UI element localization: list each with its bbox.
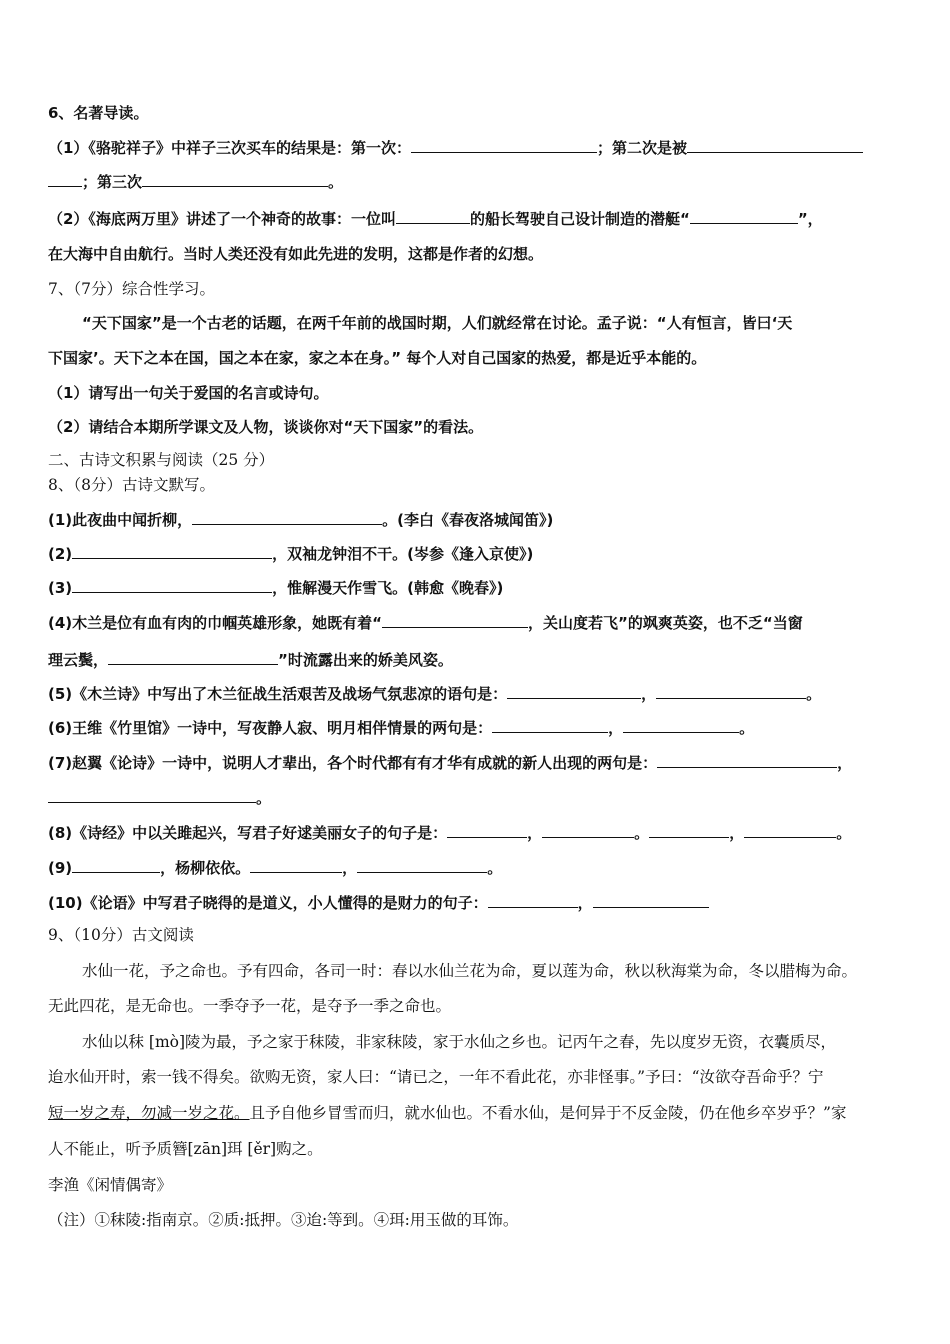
q8-item-4-line1: (4)木兰是位有血有肉的巾帼英雄形象，她既有着“ ，关山度若飞”的飒爽英姿，也不乏“当窗 [48, 611, 910, 634]
answer-blank[interactable] [108, 648, 278, 665]
q8-item-4-line2: 理云鬓， ”时流露出来的娇美风姿。 [48, 648, 910, 671]
q6-title: 6、名著导读。 [48, 104, 149, 122]
answer-blank[interactable] [447, 821, 527, 838]
q8-item-6: (6)王维《竹里馆》一诗中，写夜静人寂、明月相伴情景的两句是： ， 。 [48, 716, 910, 739]
q9-source: 李渔《闲情偶寄》 [48, 1176, 173, 1194]
q9-para1-line1: 水仙一花，予之命也。予有四命，各司一时：春以水仙兰花为命，夏以莲为命，秋以秋海棠为命，冬以腊梅为命。 [82, 962, 858, 980]
answer-blank[interactable] [48, 170, 82, 187]
section-2-heading: 二、古诗文积累与阅读（25 分） [48, 451, 275, 469]
answer-blank[interactable] [488, 891, 578, 908]
answer-blank[interactable] [250, 856, 342, 873]
q9-para2-line3: 短一岁之寿，勿减一岁之花。且予自他乡冒雪而归，就水仙也。不看水仙，是何异于不反金陵，仍在他乡卒岁乎？”家 [48, 1104, 847, 1122]
answer-blank[interactable] [492, 716, 608, 733]
q7-sub2: （2）请结合本期所学课文及人物，谈谈你对“天下国家”的看法。 [48, 418, 484, 436]
answer-blank[interactable] [72, 542, 272, 559]
q9-para2-line1: 水仙以秣 [mò]陵为最，予之家于秣陵，非家秣陵，家于水仙之乡也。记丙午之春，先以度岁无资，衣囊质尽， [82, 1033, 837, 1051]
q7-sub1: （1）请写出一句关于爱国的名言或诗句。 [48, 384, 329, 402]
answer-blank[interactable] [192, 508, 382, 525]
answer-blank[interactable] [542, 821, 634, 838]
answer-blank[interactable] [396, 207, 470, 224]
q9-para1-line2: 无此四花，是无命也。一季夺予一花，是夺予一季之命也。 [48, 997, 452, 1015]
q8-item-5: (5)《木兰诗》中写出了木兰征战生活艰苦及战场气氛悲凉的语句是： ， 。 [48, 682, 910, 705]
q8-item-2: (2) ，双袖龙钟泪不干。(岑参《逢入京使》) [48, 542, 910, 565]
q8-item-7-line2: 。 [48, 786, 910, 809]
q7-title: 7、（7分）综合性学习。 [48, 280, 215, 298]
answer-blank[interactable] [507, 682, 641, 699]
answer-blank[interactable] [48, 786, 256, 803]
answer-blank[interactable] [623, 716, 739, 733]
answer-blank[interactable] [382, 611, 528, 628]
q9-title: 9、（10分）古文阅读 [48, 926, 194, 944]
answer-blank[interactable] [411, 136, 597, 153]
q8-item-9: (9) ，杨柳依依。 ， 。 [48, 856, 910, 879]
q6-sub2-line1: （2）《海底两万里》讲述了一个神奇的故事：一位叫 的船长驾驶自己设计制造的潜艇“ ”， [48, 207, 910, 230]
q9-para2-line2: 迨水仙开时，索一钱不得矣。欲购无资，家人曰：“请已之，一年不看此花，亦非怪事。”予曰：“汝欲夺吾命乎？宁 [48, 1068, 824, 1086]
answer-blank[interactable] [744, 821, 836, 838]
q6-sub2-line2: 在大海中自由航行。当时人类还没有如此先进的发明，这都是作者的幻想。 [48, 245, 544, 263]
q6-sub1-line2: ；第三次 。 [48, 170, 910, 193]
q8-item-7-line1: (7)赵翼《论诗》一诗中，说明人才辈出，各个时代都有有才华有成就的新人出现的两句是： ， [48, 751, 910, 774]
answer-blank[interactable] [656, 682, 806, 699]
q8-item-1: (1)此夜曲中闻折柳， 。(李白《春夜洛城闻笛》) [48, 508, 910, 531]
answer-blank[interactable] [657, 751, 837, 768]
q9-notes: （注）①秣陵:指南京。②质:抵押。③迨:等到。④珥:用玉做的耳饰。 [48, 1211, 519, 1229]
underlined-sentence: 短一岁之寿，勿减一岁之花。 [48, 1104, 250, 1122]
q7-para-line2: 下国家’。天下之本在国，国之本在家，家之本在身。” 每个人对自己国家的热爱，都是近乎本能的。 [48, 349, 707, 367]
answer-blank[interactable] [687, 136, 863, 153]
answer-blank[interactable] [593, 891, 709, 908]
answer-blank[interactable] [72, 856, 160, 873]
q9-para2-line4: 人不能止，听予质簪[zān]珥 [ěr]购之。 [48, 1140, 323, 1158]
q8-item-8: (8)《诗经》中以关雎起兴，写君子好逑美丽女子的句子是： ， 。 ， 。 [48, 821, 910, 844]
answer-blank[interactable] [649, 821, 729, 838]
q8-title: 8、（8分）古诗文默写。 [48, 476, 215, 494]
answer-blank[interactable] [72, 576, 272, 593]
q8-item-10: (10)《论语》中写君子晓得的是道义，小人懂得的是财力的句子： ， [48, 891, 910, 914]
q8-item-3: (3) ，惟解漫天作雪飞。(韩愈《晚春》) [48, 576, 910, 599]
answer-blank[interactable] [690, 207, 798, 224]
answer-blank[interactable] [357, 856, 487, 873]
answer-blank[interactable] [142, 170, 328, 187]
q7-para-line1: “天下国家”是一个古老的话题，在两千年前的战国时期，人们就经常在讨论。孟子说：“人有恒言，皆曰‘天 [82, 314, 793, 332]
q6-sub1-line1: （1）《骆驼祥子》中祥子三次买车的结果是：第一次： ；第二次是被 [48, 136, 910, 159]
